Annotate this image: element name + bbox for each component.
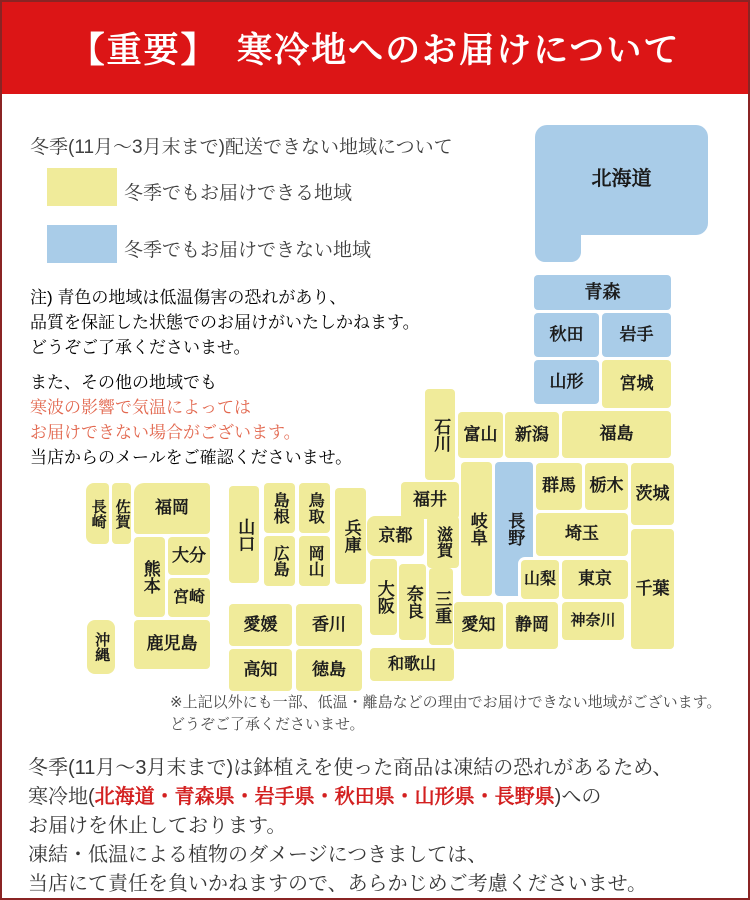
map-block-shizuoka: 静岡 bbox=[506, 602, 558, 649]
footnote-line: どうぞご了承くださいませ。 bbox=[170, 716, 365, 733]
legend-title: 冬季(11月～3月末まで)配送できない地域について bbox=[30, 137, 453, 158]
page-title: 【重要】 寒冷地へのお届けについて bbox=[69, 31, 681, 70]
map-block-kagawa: 香川 bbox=[296, 604, 362, 646]
footer-line: お届けを休止しております。 bbox=[28, 815, 287, 837]
map-block-yamanashi: 山梨 bbox=[521, 560, 559, 599]
map-block-iwate: 岩手 bbox=[602, 313, 671, 357]
map-block-yamaguchi: 山口 bbox=[229, 486, 259, 583]
footer-text: 寒冷地( bbox=[28, 786, 95, 808]
map-block-gunma: 群馬 bbox=[536, 463, 582, 510]
cold-region-list: 北海道・青森県・岩手県・秋田県・山形県・長野県 bbox=[94, 786, 555, 808]
footer-line bbox=[28, 783, 672, 812]
footer-line: 冬季(11月～3月末まで)は鉢植えを使った商品は凍結の恐れがあるため、 bbox=[28, 757, 673, 779]
map-block-tochigi: 栃木 bbox=[585, 463, 628, 510]
map-block-saga: 佐賀 bbox=[112, 483, 131, 544]
map-block-fukushima: 福島 bbox=[562, 411, 671, 458]
map-block-chiba: 千葉 bbox=[631, 529, 674, 649]
map-block-tokushima: 徳島 bbox=[296, 649, 362, 691]
map-block-hiroshima: 広島 bbox=[264, 536, 295, 586]
note-line: どうぞご了承くださいませ。 bbox=[30, 338, 251, 357]
legend-label-deliverable: 冬季でもお届けできる地域 bbox=[124, 183, 353, 204]
map-block-oita: 大分 bbox=[168, 537, 210, 575]
note-line: 注) 青色の地域は低温傷害の恐れがあり、 bbox=[30, 288, 347, 307]
map-block-shimane: 島根 bbox=[264, 483, 295, 533]
map-block-okinawa: 沖縄 bbox=[87, 620, 115, 674]
map-block-niigata: 新潟 bbox=[505, 412, 559, 458]
note-line: また、その他の地域でも bbox=[30, 373, 217, 392]
map-block-fukui: 福井 bbox=[401, 482, 459, 519]
map-block-tottori: 鳥取 bbox=[299, 483, 330, 533]
map-block-ehime: 愛媛 bbox=[229, 604, 292, 646]
map-block-hyogo: 兵庫 bbox=[335, 488, 366, 584]
map-block-saitama: 埼玉 bbox=[536, 513, 628, 556]
map-block-kagoshima: 鹿児島 bbox=[134, 620, 210, 669]
map-block-toyama: 富山 bbox=[458, 412, 503, 458]
footnote-line: ※上記以外にも一部、低温・離島などの理由でお届けできない地域がございます。 bbox=[170, 694, 722, 711]
map-block-kochi: 高知 bbox=[229, 649, 292, 691]
map-block-mie: 三重 bbox=[429, 568, 453, 645]
footer-text: )への bbox=[554, 786, 602, 808]
footer-line: 凍結・低温による植物のダメージにつきましては、 bbox=[28, 844, 488, 866]
note-line-warning: お届けできない場合がございます。 bbox=[30, 423, 301, 442]
map-block-aichi: 愛知 bbox=[454, 602, 503, 649]
note-line-warning: 寒波の影響で気温によっては bbox=[30, 398, 251, 417]
map-block-hokkaido: 北海道 bbox=[535, 125, 708, 235]
map-block-ibaraki: 茨城 bbox=[631, 463, 674, 525]
map-block-miyagi: 宮城 bbox=[602, 360, 671, 408]
legend-label-not-deliverable: 冬季でもお届けできない地域 bbox=[124, 240, 372, 261]
map-block-yamagata: 山形 bbox=[534, 360, 599, 404]
map-block-ishikawa: 石川 bbox=[425, 389, 455, 480]
map-block-tokyo: 東京 bbox=[562, 560, 628, 599]
map-block-aomori: 青森 bbox=[534, 275, 671, 310]
note-line: 当店からのメールをご確認くださいませ。 bbox=[30, 448, 353, 467]
map-block-wakayama: 和歌山 bbox=[370, 648, 454, 681]
map-block-okayama: 岡山 bbox=[299, 536, 330, 586]
map-block-fukuoka: 福岡 bbox=[134, 483, 210, 534]
note-line: 品質を保証した状態でのお届けがいたしかねます。 bbox=[30, 313, 420, 332]
map-block-nagano: 長野 bbox=[495, 462, 533, 596]
map-footnote bbox=[170, 692, 721, 736]
map-block-kumamoto: 熊本 bbox=[134, 537, 165, 617]
map-block-osaka: 大阪 bbox=[370, 559, 397, 635]
map-block-nara: 奈良 bbox=[399, 564, 426, 640]
map-block-nagasaki: 長崎 bbox=[86, 483, 109, 544]
map-block-kanagawa: 神奈川 bbox=[562, 602, 624, 640]
footer-notice bbox=[28, 754, 672, 899]
map-block-shiga: 滋賀 bbox=[427, 516, 459, 568]
map-block-akita: 秋田 bbox=[534, 313, 599, 357]
map-block-gifu: 岐阜 bbox=[461, 462, 492, 596]
map-block-kyoto: 京都 bbox=[367, 516, 424, 556]
map-block-miyazaki: 宮崎 bbox=[168, 578, 210, 617]
footer-line: 当店にて責任を負いかねますので、あらかじめご考慮くださいませ。 bbox=[28, 873, 647, 895]
